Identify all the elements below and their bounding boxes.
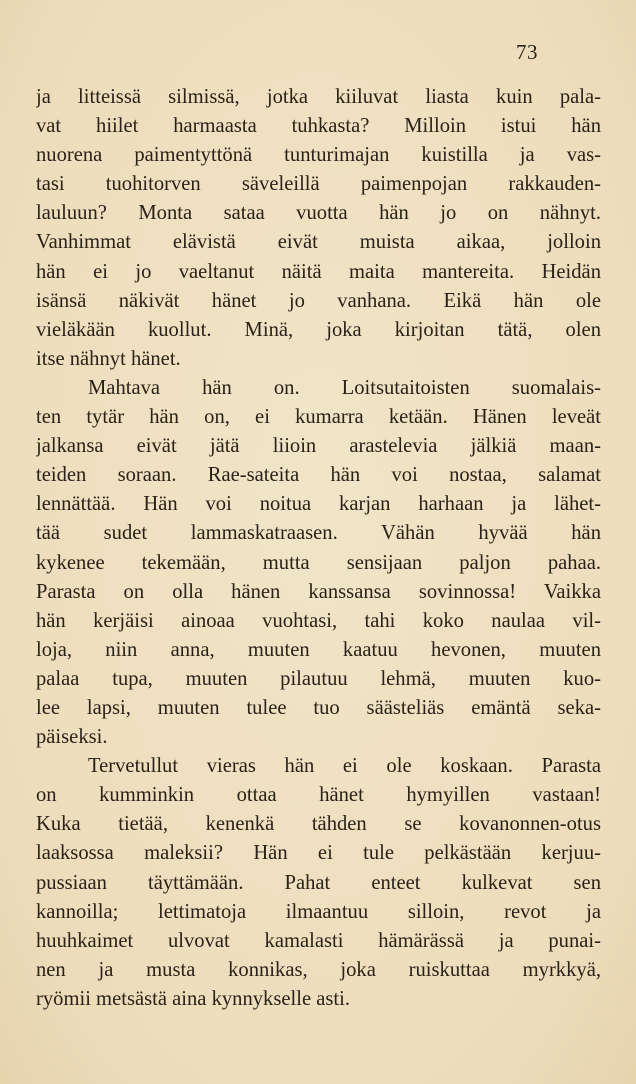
text-line: isänsä näkivät hänet jo vanhana. Eikä hän ole	[36, 289, 601, 312]
text-line: pussiaan täyttämään. Pahat enteet kulkevat sen	[36, 871, 601, 894]
text-line: hän kerjäisi ainoaa vuohtasi, tahi koko naulaa vil-	[36, 609, 601, 632]
text-line: tasi tuohitorven säveleillä paimenpojan rakkauden-	[36, 173, 601, 196]
text-line: huuhkaimet ulvovat kamalasti hämärässä ja punai-	[36, 929, 601, 952]
text-line: palaa tupa, muuten pilautuu lehmä, muuten kuo-	[36, 667, 601, 690]
text-line: nen ja musta konnikas, joka ruiskuttaa myrkkyä,	[36, 958, 601, 981]
text-line: ja litteissä silmissä, jotka kiiluvat liasta kuin pala-	[36, 86, 601, 108]
text-line: on kumminkin ottaa hänet hymyillen vastaan!	[36, 784, 601, 807]
text-line: Kuka tietää, kenenkä tähden se kovanonnen-otus	[36, 813, 601, 836]
text-line: Parasta on olla hänen kanssansa sovinnossa! Vaikka	[36, 580, 601, 603]
text-line: kykenee tekemään, mutta sensijaan paljon pahaa.	[36, 551, 601, 574]
text-line: vieläkään kuollut. Minä, joka kirjoitan tätä, olen	[36, 318, 601, 341]
text-line: laaksossa maleksii? Hän ei tule pelkästään kerjuu-	[36, 842, 601, 865]
text-line: lauluun? Monta sataa vuotta hän jo on nähnyt.	[36, 202, 601, 225]
text-line: teiden soraan. Rae-sateita hän voi nostaa, salamat	[36, 464, 601, 487]
text-line: lee lapsi, muuten tulee tuo säästeliäs emäntä seka-	[36, 696, 601, 719]
text-line: vat hiilet harmaasta tuhkasta? Milloin istui hän	[36, 115, 601, 138]
text-line: ten tytär hän on, ei kumarra ketään. Hänen leveät	[36, 406, 601, 429]
text-line: kannoilla; lettimatoja ilmaantuu silloin, revot ja	[36, 900, 601, 923]
text-line: jalkansa eivät jätä liioin arastelevia jälkiä maan-	[36, 435, 601, 458]
text-line: lennättää. Hän voi noitua karjan harhaan ja lähet-	[36, 493, 601, 516]
text-line: itse nähnyt hänet.	[36, 347, 181, 370]
text-line: Mahtava hän on. Loitsutaitoisten suomalais-	[88, 376, 601, 399]
page-number: 73	[516, 40, 538, 64]
text-line: nuorena paimentyttönä tunturimajan kuistilla ja vas-	[36, 144, 601, 167]
text-line: loja, niin anna, muuten kaatuu hevonen, muuten	[36, 638, 601, 661]
text-line: Tervetullut vieras hän ei ole koskaan. Parasta	[88, 755, 601, 778]
text-line: päiseksi.	[36, 726, 108, 749]
text-line: tää sudet lammaskatraasen. Vähän hyvää hän	[36, 522, 601, 545]
text-line: ryömii metsästä aina kynnykselle asti.	[36, 987, 350, 1010]
body-text	[36, 83, 601, 1014]
text-line: hän ei jo vaeltanut näitä maita mantereita. Heidän	[36, 260, 601, 283]
text-line: Vanhimmat elävistä eivät muista aikaa, jolloin	[36, 231, 601, 254]
